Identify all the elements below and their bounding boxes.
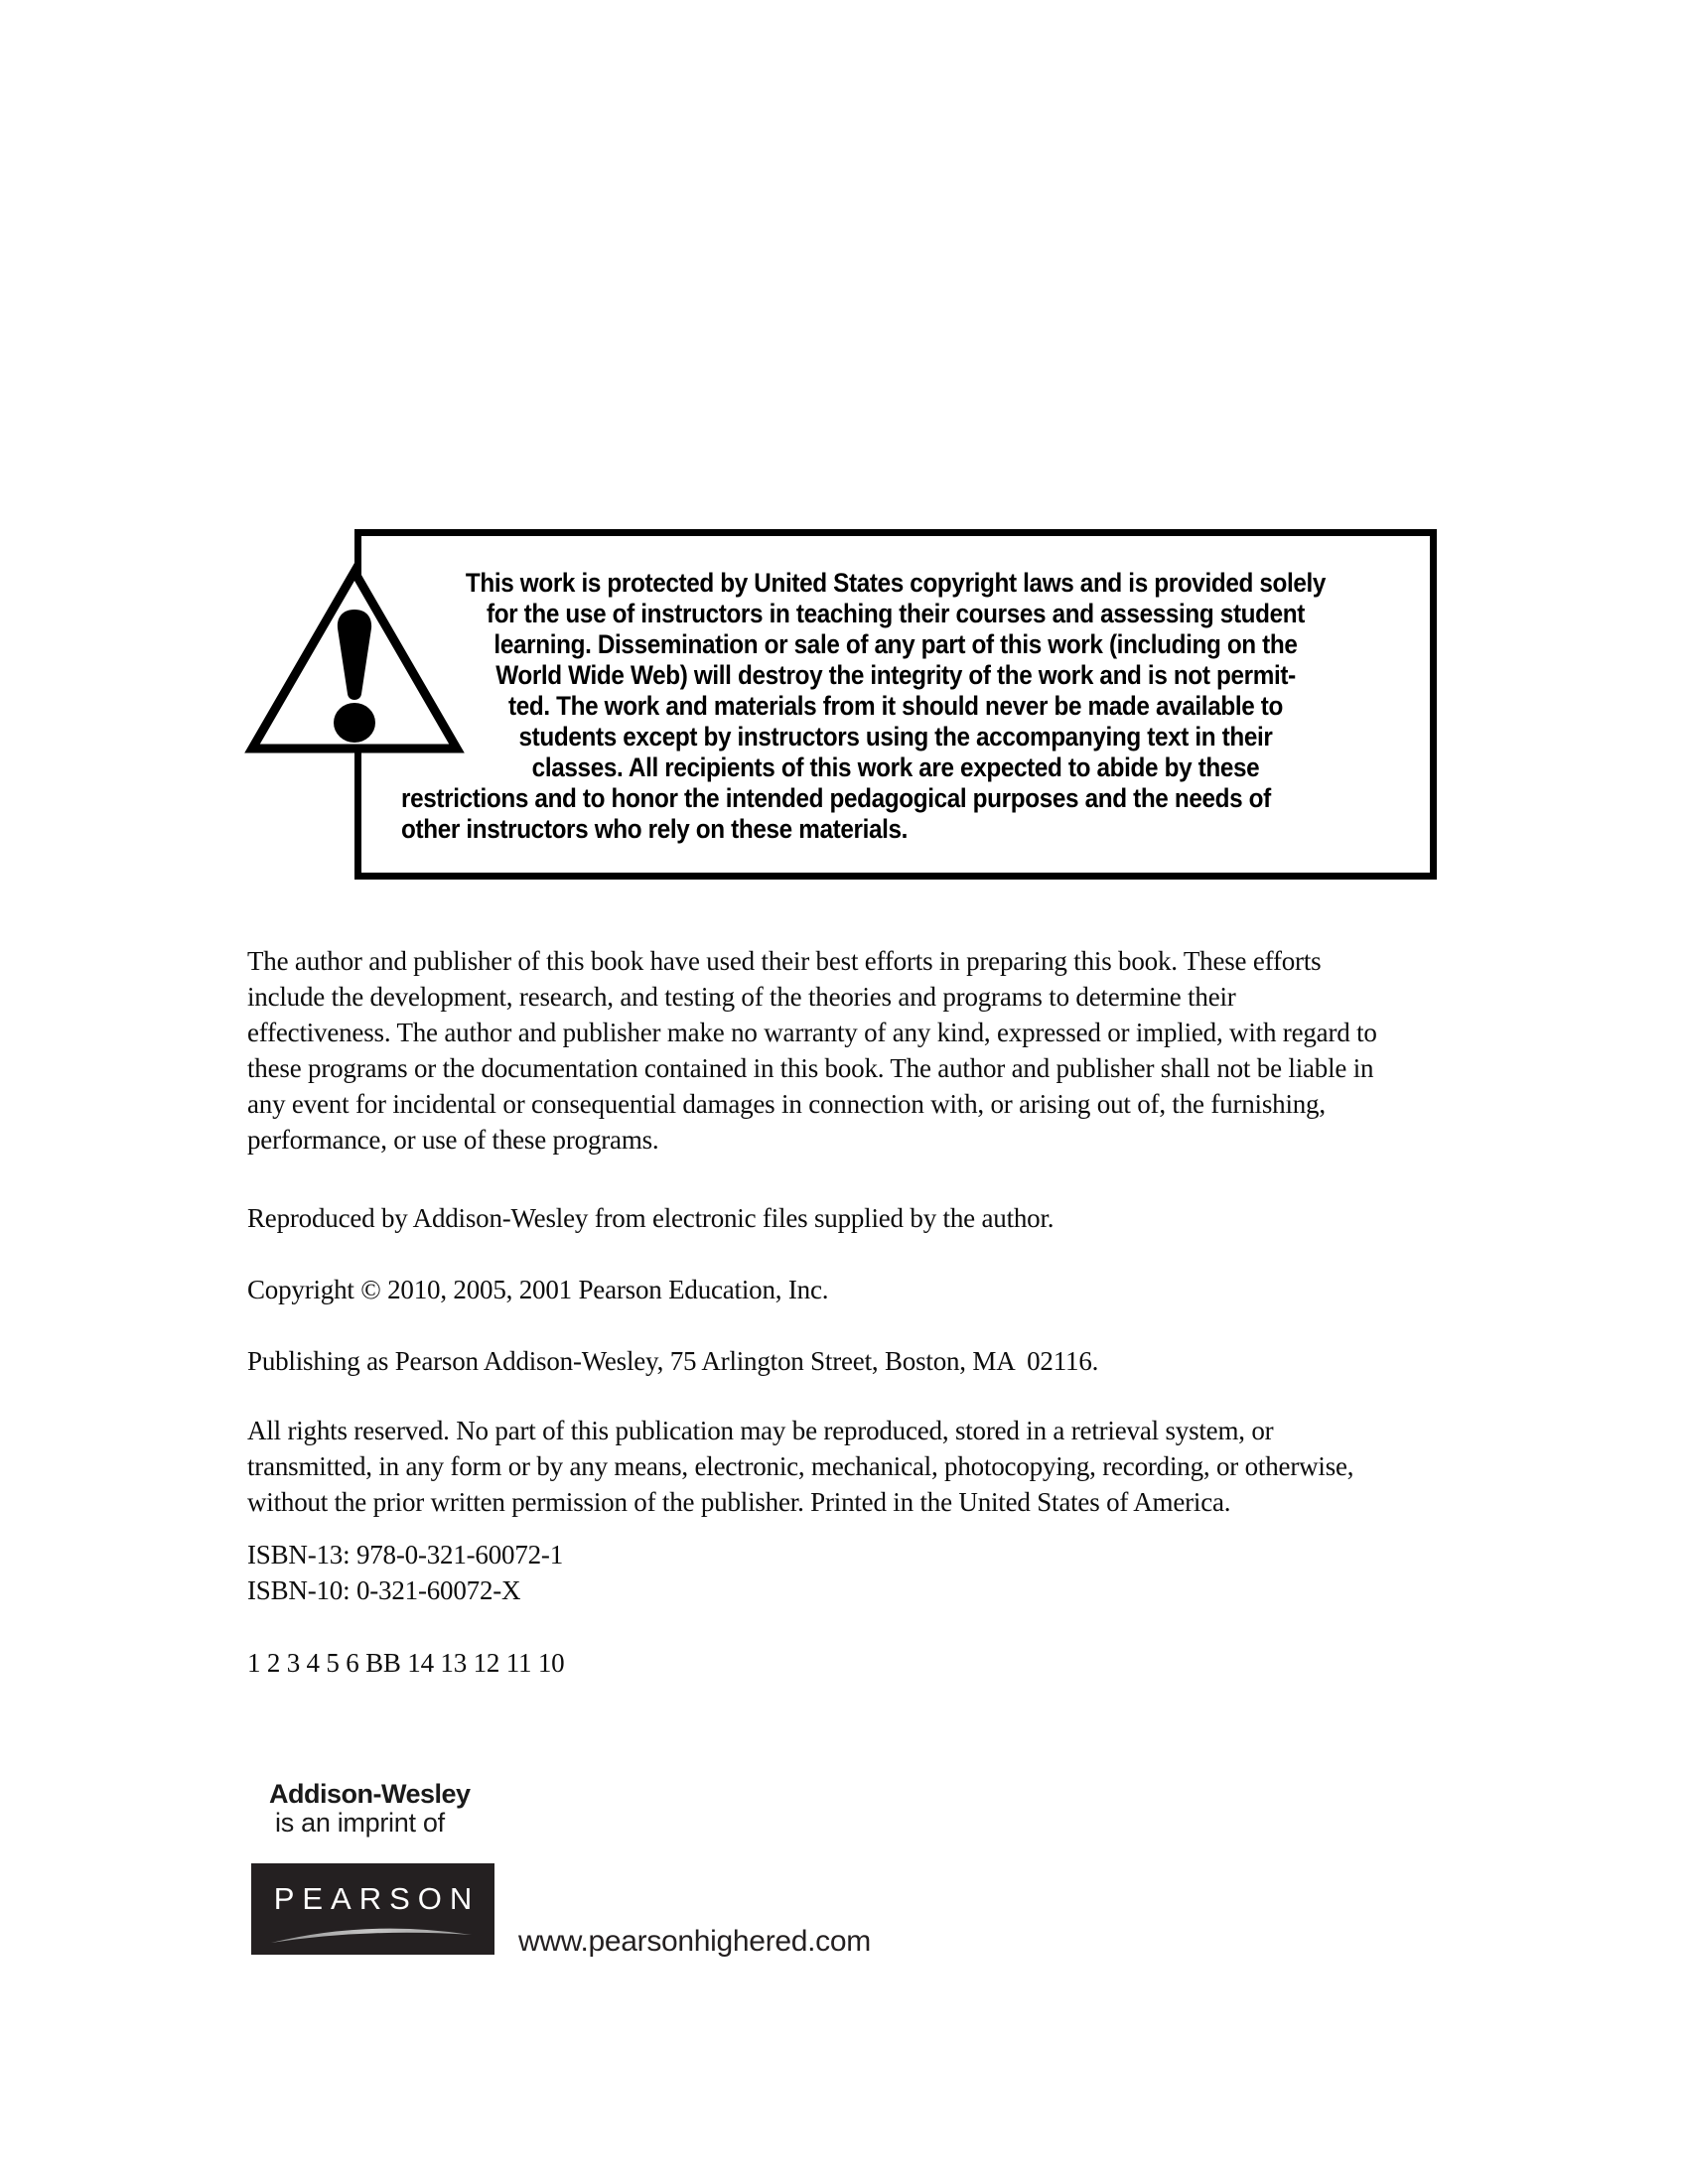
text-line: any event for incidental or consequential damages in connection with, or arising out of, the furnishing, bbox=[247, 1089, 1326, 1119]
text-line: effectiveness. The author and publisher make no warranty of any kind, expressed or implied, with regard to bbox=[247, 1018, 1377, 1047]
text-line: include the development, research, and testing of the theories and programs to determine their bbox=[247, 982, 1236, 1012]
publisher-website-url: www.pearsonhighered.com bbox=[518, 1925, 871, 1958]
text-line: classes. All recipients of this work are expected to abide by these bbox=[531, 752, 1260, 782]
copyright-line bbox=[247, 1272, 828, 1307]
publishing-line bbox=[247, 1343, 1098, 1379]
printing-run-numbers: 1 2 3 4 5 6 BB 14 13 12 11 10 bbox=[247, 1648, 565, 1678]
isbn-block bbox=[247, 1537, 563, 1608]
text-line: these programs or the documentation contained in this book. The author and publisher shall not be liable in bbox=[247, 1053, 1374, 1083]
text-line: transmitted, in any form or by any means, electronic, mechanical, photocopying, recording, or otherwise, bbox=[247, 1451, 1354, 1481]
pearson-logo bbox=[251, 1863, 494, 1955]
reproduced-line bbox=[247, 1200, 1054, 1236]
reproduced-text: Reproduced by Addison-Wesley from electronic files supplied by the author. bbox=[247, 1203, 1055, 1233]
text-line: learning. Dissemination or sale of any part of this work (including on the bbox=[493, 629, 1298, 659]
isbn-10: ISBN-10: 0-321-60072-X bbox=[247, 1575, 521, 1605]
disclaimer-paragraph bbox=[247, 943, 1377, 1158]
isbn-13: ISBN-13: 978-0-321-60072-1 bbox=[247, 1540, 564, 1570]
text-line: This work is protected by United States copyright laws and is provided solely bbox=[465, 568, 1327, 598]
text-line: The author and publisher of this book have used their best efforts in preparing this book. These efforts bbox=[247, 946, 1322, 976]
imprint-tagline: is an imprint of bbox=[275, 1808, 445, 1838]
text-line: for the use of instructors in teaching their courses and assessing student bbox=[486, 599, 1306, 628]
copyright-warning-text bbox=[371, 568, 1420, 845]
publishing-text: Publishing as Pearson Addison-Wesley, 75 Arlington Street, Boston, MA 02116. bbox=[247, 1346, 1099, 1376]
text-line: ted. The work and materials from it should never be made available to bbox=[508, 691, 1283, 721]
pearson-wordmark: PEARSON bbox=[273, 1881, 481, 1916]
copyright-warning-box bbox=[354, 529, 1437, 880]
text-line: restrictions and to honor the intended pedagogical purposes and the needs of bbox=[401, 783, 1271, 813]
text-line: World Wide Web) will destroy the integrity of the work and is not permit- bbox=[495, 660, 1296, 690]
rights-paragraph bbox=[247, 1413, 1353, 1520]
copyright-text: Copyright © 2010, 2005, 2001 Pearson Education, Inc. bbox=[247, 1275, 829, 1304]
text-line: other instructors who rely on these materials. bbox=[401, 814, 909, 844]
text-line: without the prior written permission of the publisher. Printed in the United States of America. bbox=[247, 1487, 1231, 1517]
text-line: All rights reserved. No part of this publication may be reproduced, stored in a retrieval system, or bbox=[247, 1416, 1274, 1445]
imprint-name: Addison-Wesley bbox=[269, 1779, 471, 1809]
text-line: students except by instructors using the accompanying text in their bbox=[518, 722, 1273, 751]
printing-run-line bbox=[247, 1645, 564, 1681]
pearson-swoosh-icon bbox=[269, 1919, 476, 1945]
text-line: performance, or use of these programs. bbox=[247, 1125, 659, 1155]
